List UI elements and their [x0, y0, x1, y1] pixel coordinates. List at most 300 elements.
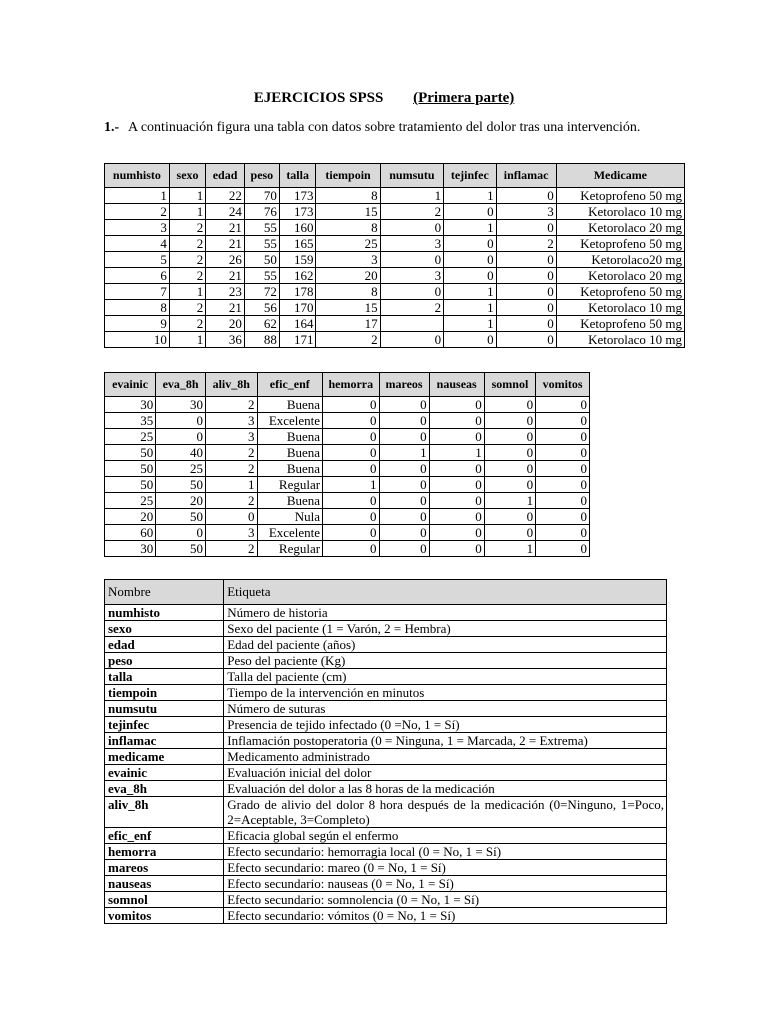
table-cell: 0 — [536, 509, 590, 525]
table-cell: 50 — [105, 477, 156, 493]
table-cell: talla — [105, 669, 224, 685]
table-cell: 88 — [244, 332, 279, 348]
table-cell: 20 — [156, 493, 206, 509]
table-row — [105, 892, 667, 908]
table-cell: 0 — [429, 413, 484, 429]
table-cell: 0 — [323, 445, 379, 461]
column-header: Nombre — [105, 580, 224, 605]
table-cell: 1 — [169, 188, 205, 204]
table-cell: 8 — [105, 300, 170, 316]
table-cell: 10 — [105, 332, 170, 348]
table-cell: 15 — [316, 300, 380, 316]
table-cell: 0 — [323, 509, 379, 525]
table-cell: 8 — [316, 188, 380, 204]
column-header: edad — [206, 164, 245, 188]
table-cell: 1 — [444, 300, 496, 316]
table-cell: 1 — [323, 477, 379, 493]
table-cell: 72 — [244, 284, 279, 300]
table-cell: hemorra — [105, 844, 224, 860]
table-cell: Buena — [257, 429, 323, 445]
table-cell: 159 — [279, 252, 316, 268]
table-cell: 2 — [169, 236, 205, 252]
table-cell: Buena — [257, 493, 323, 509]
table-row — [105, 188, 685, 204]
table-row — [105, 717, 667, 733]
exercise-text: A continuación figura una tabla con datos sobre tratamiento del dolor tras una intervención. — [128, 120, 641, 135]
table-row — [105, 300, 685, 316]
table-cell: 0 — [496, 220, 556, 236]
table-cell: 1 — [105, 188, 170, 204]
table-cell: 3 — [205, 525, 257, 541]
table-cell: 0 — [444, 252, 496, 268]
table-cell: 8 — [316, 220, 380, 236]
table-cell: 0 — [379, 413, 429, 429]
table-cell: 0 — [379, 477, 429, 493]
table-cell: 0 — [444, 204, 496, 220]
table-cell: 20 — [206, 316, 245, 332]
table-cell: 70 — [244, 188, 279, 204]
table-cell: 23 — [206, 284, 245, 300]
table-cell: 171 — [279, 332, 316, 348]
table-cell: 55 — [244, 268, 279, 284]
table-cell: 1 — [444, 188, 496, 204]
table-cell: 0 — [496, 284, 556, 300]
table-cell: 0 — [484, 413, 535, 429]
table-cell: 178 — [279, 284, 316, 300]
table-cell: 50 — [105, 445, 156, 461]
table-cell: 25 — [105, 429, 156, 445]
table-header-row — [105, 164, 685, 188]
table-cell: 1 — [380, 188, 443, 204]
table-cell: 50 — [156, 541, 206, 557]
table-cell: inflamac — [105, 733, 224, 749]
table-cell: 1 — [429, 445, 484, 461]
table-cell: peso — [105, 653, 224, 669]
table-cell: 2 — [205, 493, 257, 509]
table-row — [105, 509, 590, 525]
column-header: efic_enf — [257, 373, 323, 397]
table-cell: 22 — [206, 188, 245, 204]
table-cell: Excelente — [257, 413, 323, 429]
table-cell: 2 — [205, 397, 257, 413]
table-cell: 9 — [105, 316, 170, 332]
table-cell: Regular — [257, 541, 323, 557]
table-cell: 0 — [323, 397, 379, 413]
table-cell: 0 — [379, 493, 429, 509]
pain-evaluation-table — [104, 372, 590, 557]
table-row — [105, 605, 667, 621]
table-header-row — [105, 580, 667, 605]
table-cell: 50 — [244, 252, 279, 268]
table-cell: 0 — [205, 509, 257, 525]
table-cell: 0 — [496, 252, 556, 268]
table-row — [105, 332, 685, 348]
table-cell: Grado de alivio del dolor 8 hora después de la medicación (0=Ninguno, 1=Poco, 2=Aceptable, 3=Completo) — [224, 797, 667, 828]
table-cell: 3 — [205, 413, 257, 429]
table-cell: 0 — [323, 429, 379, 445]
table-cell: Efecto secundario: somnolencia (0 = No, 1 = Sí) — [224, 892, 667, 908]
table-cell: 5 — [105, 252, 170, 268]
table-cell: 30 — [105, 397, 156, 413]
table-cell: Efecto secundario: hemorragia local (0 = No, 1 = Sí) — [224, 844, 667, 860]
column-header: vomitos — [536, 373, 590, 397]
table-cell: vomitos — [105, 908, 224, 924]
table-cell: 0 — [536, 477, 590, 493]
table-cell: 0 — [496, 268, 556, 284]
table-cell: 170 — [279, 300, 316, 316]
table-cell: Edad del paciente (años) — [224, 637, 667, 653]
column-header: eva_8h — [156, 373, 206, 397]
table-cell: 165 — [279, 236, 316, 252]
table-row — [105, 701, 667, 717]
table-cell: sexo — [105, 621, 224, 637]
table-cell: 50 — [105, 461, 156, 477]
table-row — [105, 413, 590, 429]
table-cell: Buena — [257, 445, 323, 461]
table-row — [105, 685, 667, 701]
table-cell: 0 — [484, 477, 535, 493]
table-cell: efic_enf — [105, 828, 224, 844]
table-cell: 2 — [496, 236, 556, 252]
table-cell: 1 — [444, 284, 496, 300]
table-cell: Peso del paciente (Kg) — [224, 653, 667, 669]
table-row — [105, 733, 667, 749]
table-cell: somnol — [105, 892, 224, 908]
table-row — [105, 797, 667, 828]
table-cell: 1 — [169, 204, 205, 220]
table-cell: 0 — [429, 461, 484, 477]
table-cell: 2 — [169, 220, 205, 236]
table-row — [105, 781, 667, 797]
table-cell: 0 — [444, 236, 496, 252]
table-cell: 30 — [105, 541, 156, 557]
table-cell: 0 — [536, 397, 590, 413]
table-cell: Efecto secundario: mareo (0 = No, 1 = Sí) — [224, 860, 667, 876]
table-cell: 0 — [380, 284, 443, 300]
table-cell: Ketorolaco 10 mg — [556, 332, 684, 348]
table-row — [105, 669, 667, 685]
column-header: mareos — [379, 373, 429, 397]
table-row — [105, 621, 667, 637]
table-cell: 0 — [484, 509, 535, 525]
table-cell: 0 — [379, 525, 429, 541]
table-cell: 2 — [205, 445, 257, 461]
table-cell: Ketoprofeno 50 mg — [556, 284, 684, 300]
table-cell: 2 — [169, 300, 205, 316]
table-cell: 6 — [105, 268, 170, 284]
column-header: numsutu — [380, 164, 443, 188]
table-cell: 0 — [496, 332, 556, 348]
table-row — [105, 429, 590, 445]
table-cell: 3 — [380, 236, 443, 252]
table-cell: 8 — [316, 284, 380, 300]
table-cell: 7 — [105, 284, 170, 300]
table-cell: Talla del paciente (cm) — [224, 669, 667, 685]
table-cell: 15 — [316, 204, 380, 220]
column-header: nauseas — [429, 373, 484, 397]
table-cell: 0 — [156, 525, 206, 541]
table-cell: 162 — [279, 268, 316, 284]
table-cell: 0 — [484, 461, 535, 477]
table-cell: Presencia de tejido infectado (0 =No, 1 = Sí) — [224, 717, 667, 733]
table-cell: 0 — [323, 493, 379, 509]
table-row — [105, 316, 685, 332]
table-cell: 25 — [316, 236, 380, 252]
table-cell: 2 — [105, 204, 170, 220]
table-cell: Ketoprofeno 50 mg — [556, 236, 684, 252]
table-cell: 21 — [206, 236, 245, 252]
table-cell: 0 — [429, 509, 484, 525]
table-cell: 1 — [444, 316, 496, 332]
table-row — [105, 653, 667, 669]
table-cell: 0 — [536, 413, 590, 429]
table-cell: 0 — [429, 477, 484, 493]
table-cell: Efecto secundario: vómitos (0 = No, 1 = Sí) — [224, 908, 667, 924]
table-row — [105, 461, 590, 477]
table-cell: 173 — [279, 188, 316, 204]
table-cell: Ketoprofeno 50 mg — [556, 188, 684, 204]
table-row — [105, 525, 590, 541]
table-cell: 0 — [379, 541, 429, 557]
table-cell: 3 — [105, 220, 170, 236]
table-cell: 0 — [429, 541, 484, 557]
column-header: tejinfec — [444, 164, 496, 188]
table-row — [105, 844, 667, 860]
table-row — [105, 397, 590, 413]
table-cell: 0 — [496, 316, 556, 332]
table-cell: 0 — [484, 397, 535, 413]
table-row — [105, 445, 590, 461]
table-cell: 0 — [323, 525, 379, 541]
table-cell: 0 — [429, 493, 484, 509]
table-cell: 3 — [380, 268, 443, 284]
table-cell: 2 — [169, 252, 205, 268]
table-cell: nauseas — [105, 876, 224, 892]
table-cell: 0 — [323, 413, 379, 429]
table-cell: 4 — [105, 236, 170, 252]
table-cell: 2 — [205, 541, 257, 557]
table-cell: 0 — [484, 525, 535, 541]
table-cell: 0 — [156, 413, 206, 429]
table-cell: 0 — [380, 332, 443, 348]
table-cell: numsutu — [105, 701, 224, 717]
column-header: tiempoin — [316, 164, 380, 188]
table-cell: 17 — [316, 316, 380, 332]
table-cell: 40 — [156, 445, 206, 461]
table-cell: Efecto secundario: nauseas (0 = No, 1 = Sí) — [224, 876, 667, 892]
exercise-intro — [104, 119, 664, 136]
table-row — [105, 220, 685, 236]
table-row — [105, 637, 667, 653]
table-cell: 50 — [156, 477, 206, 493]
table-cell: 55 — [244, 236, 279, 252]
table-cell: Regular — [257, 477, 323, 493]
table-header-row — [105, 373, 590, 397]
table-cell: 0 — [496, 188, 556, 204]
table-cell: 0 — [484, 445, 535, 461]
table-cell: 20 — [105, 509, 156, 525]
table-cell: 0 — [496, 300, 556, 316]
table-cell: 2 — [169, 268, 205, 284]
table-cell: 2 — [205, 461, 257, 477]
table-cell: Excelente — [257, 525, 323, 541]
table-cell: 1 — [379, 445, 429, 461]
table-cell: 0 — [379, 429, 429, 445]
column-header: peso — [244, 164, 279, 188]
table-row — [105, 765, 667, 781]
table-cell — [380, 316, 443, 332]
column-header: Medicame — [556, 164, 684, 188]
table-cell: Ketorolaco 10 mg — [556, 204, 684, 220]
table-cell: Número de suturas — [224, 701, 667, 717]
table-cell: Ketoprofeno 50 mg — [556, 316, 684, 332]
table-cell: 1 — [169, 332, 205, 348]
column-header: evainic — [105, 373, 156, 397]
table-cell: 0 — [536, 429, 590, 445]
table-cell: aliv_8h — [105, 797, 224, 828]
table-cell: 36 — [206, 332, 245, 348]
table-cell: 3 — [205, 429, 257, 445]
table-cell: 0 — [536, 445, 590, 461]
table-cell: 0 — [444, 268, 496, 284]
table-cell: 0 — [379, 461, 429, 477]
table-row — [105, 876, 667, 892]
table-cell: 0 — [156, 429, 206, 445]
column-header: somnol — [484, 373, 535, 397]
table-cell: 0 — [379, 397, 429, 413]
table-cell: 3 — [316, 252, 380, 268]
table-cell: 160 — [279, 220, 316, 236]
table-row — [105, 268, 685, 284]
table-cell: Nula — [257, 509, 323, 525]
table-cell: 2 — [380, 204, 443, 220]
table-cell: Número de historia — [224, 605, 667, 621]
patient-data-table — [104, 163, 685, 348]
table-cell: 21 — [206, 268, 245, 284]
table-cell: medicame — [105, 749, 224, 765]
table-cell: edad — [105, 637, 224, 653]
table-cell: Inflamación postoperatoria (0 = Ninguna, 1 = Marcada, 2 = Extrema) — [224, 733, 667, 749]
table-cell: Ketorolaco20 mg — [556, 252, 684, 268]
table-cell: Eficacia global según el enfermo — [224, 828, 667, 844]
table-cell: 60 — [105, 525, 156, 541]
table-row — [105, 828, 667, 844]
table-cell: numhisto — [105, 605, 224, 621]
table-cell: Ketorolaco 10 mg — [556, 300, 684, 316]
table-cell: Ketorolaco 20 mg — [556, 268, 684, 284]
table-cell: tejinfec — [105, 717, 224, 733]
table-cell: Sexo del paciente (1 = Varón, 2 = Hembra) — [224, 621, 667, 637]
table-cell: 0 — [429, 525, 484, 541]
table-row — [105, 204, 685, 220]
table-row — [105, 284, 685, 300]
table-row — [105, 860, 667, 876]
table-cell: 30 — [156, 397, 206, 413]
table-cell: 1 — [484, 541, 535, 557]
table-cell: 20 — [316, 268, 380, 284]
table-row — [105, 252, 685, 268]
column-header: aliv_8h — [205, 373, 257, 397]
table-cell: 0 — [380, 220, 443, 236]
table-cell: 2 — [316, 332, 380, 348]
table-cell: 2 — [380, 300, 443, 316]
table-cell: 1 — [484, 493, 535, 509]
table-cell: 1 — [169, 284, 205, 300]
table-cell: tiempoin — [105, 685, 224, 701]
table-cell: 173 — [279, 204, 316, 220]
table-cell: eva_8h — [105, 781, 224, 797]
table-cell: 21 — [206, 220, 245, 236]
table-cell: 0 — [536, 461, 590, 477]
table-row — [105, 493, 590, 509]
table-row — [105, 236, 685, 252]
table-cell: mareos — [105, 860, 224, 876]
table-cell: 2 — [169, 316, 205, 332]
table-cell: 0 — [429, 397, 484, 413]
table-cell: Buena — [257, 461, 323, 477]
table-cell: 3 — [496, 204, 556, 220]
table-cell: 1 — [444, 220, 496, 236]
column-header: numhisto — [105, 164, 170, 188]
table-cell: 56 — [244, 300, 279, 316]
table-cell: Buena — [257, 397, 323, 413]
table-cell: 21 — [206, 300, 245, 316]
table-cell: 0 — [444, 332, 496, 348]
document-title — [0, 90, 768, 107]
column-header: talla — [279, 164, 316, 188]
title-sub: (Primera parte) — [413, 90, 515, 106]
table-cell: 0 — [323, 461, 379, 477]
variable-labels-table — [104, 579, 667, 924]
table-cell: 62 — [244, 316, 279, 332]
table-cell: 0 — [536, 541, 590, 557]
column-header: inflamac — [496, 164, 556, 188]
table-cell: Ketorolaco 20 mg — [556, 220, 684, 236]
table-cell: Medicamento administrado — [224, 749, 667, 765]
title-main: EJERCICIOS SPSS — [253, 90, 384, 106]
table-cell: 0 — [536, 525, 590, 541]
table-cell: Tiempo de la intervención en minutos — [224, 685, 667, 701]
table-cell: 0 — [536, 493, 590, 509]
table-cell: 0 — [323, 541, 379, 557]
column-header: sexo — [169, 164, 205, 188]
table-row — [105, 541, 590, 557]
table-cell: 0 — [379, 509, 429, 525]
table-cell: 55 — [244, 220, 279, 236]
table-row — [105, 477, 590, 493]
column-header: Etiqueta — [224, 580, 667, 605]
table-cell: 164 — [279, 316, 316, 332]
table-cell: Evaluación del dolor a las 8 horas de la medicación — [224, 781, 667, 797]
exercise-number: 1.- — [104, 120, 120, 135]
table-cell: 1 — [205, 477, 257, 493]
table-cell: 35 — [105, 413, 156, 429]
table-cell: 25 — [156, 461, 206, 477]
table-cell: 0 — [380, 252, 443, 268]
table-cell: 25 — [105, 493, 156, 509]
table-cell: 24 — [206, 204, 245, 220]
table-cell: 0 — [484, 429, 535, 445]
table-cell: 76 — [244, 204, 279, 220]
column-header: hemorra — [323, 373, 379, 397]
table-cell: 50 — [156, 509, 206, 525]
table-cell: 0 — [429, 429, 484, 445]
table-cell: Evaluación inicial del dolor — [224, 765, 667, 781]
table-row — [105, 749, 667, 765]
table-cell: 26 — [206, 252, 245, 268]
table-cell: evainic — [105, 765, 224, 781]
table-row — [105, 908, 667, 924]
